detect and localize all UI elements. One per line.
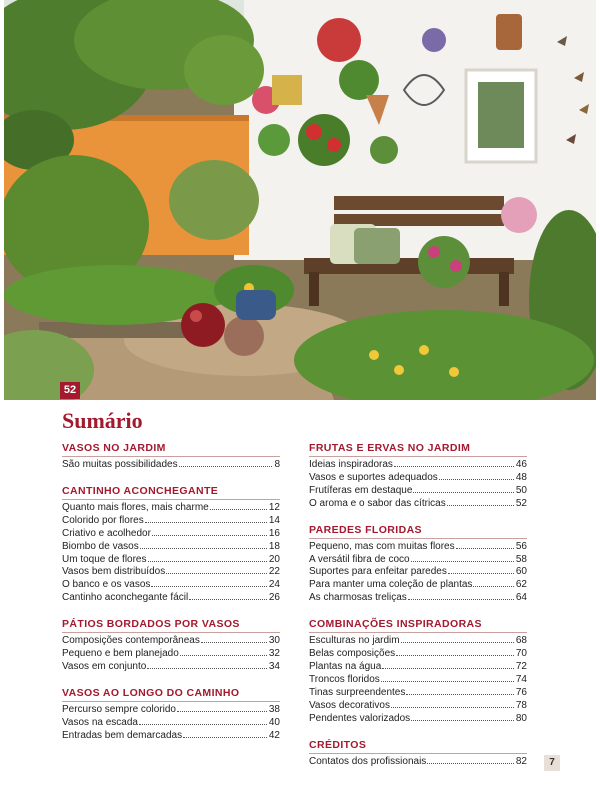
toc-section <box>309 442 527 511</box>
toc-entry-title: Criativo e acolhedor <box>62 527 151 539</box>
toc-entry-title: O banco e os vasos <box>62 579 151 591</box>
dot-leader <box>456 548 514 549</box>
toc-entry-title: Pendentes valorizados <box>309 712 411 724</box>
toc-entry-title: Esculturas no jardim <box>309 635 400 647</box>
section-heading: PAREDES FLORIDAS <box>309 524 527 539</box>
dot-leader <box>401 642 514 643</box>
dot-leader <box>394 466 514 467</box>
toc-entry[interactable] <box>309 485 527 498</box>
photo-page-badge: 52 <box>60 382 80 399</box>
toc-entry-title: Para manter uma coleção de plantas <box>309 579 473 591</box>
dot-leader <box>139 724 267 725</box>
toc-entry-page: 18 <box>268 540 280 552</box>
toc-entry[interactable] <box>62 592 280 605</box>
toc-entry-page: 64 <box>515 592 527 604</box>
toc-entry-title: Vasos decorativos <box>309 699 390 711</box>
toc-entry-page: 14 <box>268 514 280 526</box>
dot-leader <box>448 573 514 574</box>
garden-photo-illustration <box>4 0 596 400</box>
toc-entry[interactable] <box>309 674 527 687</box>
toc-entry-title: Pequeno e bem planejado <box>62 648 179 660</box>
toc-entry[interactable] <box>309 700 527 713</box>
toc-section <box>309 618 527 725</box>
dot-leader <box>151 586 266 587</box>
toc-entry-page: 58 <box>515 553 527 565</box>
toc-entry[interactable] <box>62 566 280 579</box>
dot-leader <box>145 522 267 523</box>
toc-entry-page: 30 <box>268 635 280 647</box>
toc-entry[interactable] <box>309 579 527 592</box>
dot-leader <box>427 763 514 764</box>
toc-entry-page: 62 <box>515 579 527 591</box>
toc-entry-title: Vasos bem distribuídos <box>62 566 166 578</box>
toc-entry-title: As charmosas treliças <box>309 592 407 604</box>
toc-entry[interactable] <box>309 756 527 769</box>
toc-entry-page: 56 <box>515 540 527 552</box>
toc-entry-page: 40 <box>268 716 280 728</box>
toc-entry[interactable] <box>309 498 527 511</box>
toc-entry-title: A versátil fibra de coco <box>309 553 410 565</box>
toc-entry[interactable] <box>309 554 527 567</box>
toc-entry-title: Frutíferas em destaque <box>309 484 413 496</box>
toc-entry[interactable] <box>309 635 527 648</box>
toc-section <box>62 485 280 605</box>
toc-entry[interactable] <box>62 528 280 541</box>
toc-entry-page: 48 <box>515 471 527 483</box>
toc-entry-page: 70 <box>515 648 527 660</box>
dot-leader <box>411 561 514 562</box>
dot-leader <box>140 548 267 549</box>
dot-leader <box>166 573 267 574</box>
dot-leader <box>189 599 267 600</box>
toc-entry-title: Vasos e suportes adequados <box>309 471 438 483</box>
toc-entry-title: Contatos dos profissionais <box>309 755 427 767</box>
section-heading: FRUTAS E ERVAS NO JARDIM <box>309 442 527 457</box>
section-heading: VASOS NO JARDIM <box>62 442 280 457</box>
toc-entry-page: 78 <box>515 699 527 711</box>
toc-entry-page: 34 <box>268 660 280 672</box>
toc-entry[interactable] <box>309 541 527 554</box>
toc-entry-title: Ideias inspiradoras <box>309 459 393 470</box>
dot-leader <box>177 711 267 712</box>
toc-entry[interactable] <box>62 717 280 730</box>
dot-leader <box>179 466 273 467</box>
toc-section <box>309 739 527 769</box>
toc-entry[interactable] <box>62 515 280 528</box>
toc-entry-title: Composições contemporâneas <box>62 635 200 647</box>
toc-entry-title: Vasos em conjunto <box>62 660 147 672</box>
toc-entry-page: 60 <box>515 566 527 578</box>
dot-leader <box>201 642 267 643</box>
toc-entry[interactable] <box>62 635 280 648</box>
section-heading: CANTINHO ACONCHEGANTE <box>62 485 280 500</box>
toc-entry-title: Percurso sempre colorido <box>62 703 176 715</box>
toc-entry-page: 50 <box>515 484 527 496</box>
dot-leader <box>148 561 267 562</box>
toc-entry[interactable] <box>62 502 280 515</box>
toc-section <box>62 442 280 472</box>
toc-entry[interactable] <box>62 459 280 472</box>
section-heading: CRÉDITOS <box>309 739 527 754</box>
toc-entry-title: Troncos floridos <box>309 673 380 685</box>
dot-leader <box>396 655 514 656</box>
toc-entry-page: 26 <box>268 592 280 604</box>
toc-left-column <box>62 442 280 756</box>
toc-right-column <box>309 442 527 781</box>
toc-entry-page: 22 <box>268 566 280 578</box>
toc-entry-title: Belas composições <box>309 648 396 660</box>
toc-entry-title: São muitas possibilidades <box>62 459 178 470</box>
dot-leader <box>382 668 514 669</box>
toc-entry-page: 32 <box>268 648 280 660</box>
toc-entry[interactable] <box>62 541 280 554</box>
dot-leader <box>147 668 267 669</box>
toc-section <box>309 524 527 606</box>
toc-entry-page: 12 <box>268 501 280 513</box>
section-heading: PÁTIOS BORDADOS POR VASOS <box>62 618 280 633</box>
toc-entry[interactable] <box>309 592 527 605</box>
section-heading: VASOS AO LONGO DO CAMINHO <box>62 687 280 702</box>
toc-entry[interactable] <box>62 554 280 567</box>
toc-entry-page: 82 <box>515 755 527 767</box>
toc-entry-page: 52 <box>515 497 527 509</box>
toc-section <box>62 687 280 743</box>
toc-entry-title: Colorido por flores <box>62 514 144 526</box>
toc-entry-title: Quanto mais flores, mais charme <box>62 501 209 513</box>
section-heading: COMBINAÇÕES INSPIRADORAS <box>309 618 527 633</box>
toc-entry[interactable] <box>309 472 527 485</box>
dot-leader <box>447 505 514 506</box>
toc-entry[interactable] <box>309 661 527 674</box>
toc-entry[interactable] <box>62 730 280 743</box>
toc-entry[interactable] <box>309 459 527 472</box>
dot-leader <box>406 694 514 695</box>
toc-entry-title: Cantinho aconchegante fácil <box>62 592 189 604</box>
dot-leader <box>180 655 267 656</box>
toc-entry-page: 80 <box>515 712 527 724</box>
dot-leader <box>408 599 514 600</box>
dot-leader <box>413 492 513 493</box>
toc-entry[interactable] <box>309 566 527 579</box>
toc-entry-title: Entradas bem demarcadas <box>62 729 183 741</box>
toc-entry-page: 16 <box>268 527 280 539</box>
dot-leader <box>473 586 513 587</box>
toc-title: Sumário <box>62 408 143 433</box>
toc-entry[interactable] <box>309 687 527 700</box>
toc-entry-page: 38 <box>268 703 280 715</box>
toc-entry-page: 20 <box>268 553 280 565</box>
toc-entry-title: Plantas na água <box>309 660 382 672</box>
toc-section <box>62 618 280 674</box>
toc-entry[interactable] <box>62 661 280 674</box>
toc-entry-title: Biombo de vasos <box>62 540 139 552</box>
dot-leader <box>391 707 514 708</box>
toc-entry[interactable] <box>309 713 527 726</box>
toc-entry-title: Suportes para enfeitar paredes <box>309 566 447 578</box>
toc-entry[interactable] <box>62 648 280 661</box>
dot-leader <box>439 479 514 480</box>
toc-entry-title: O aroma e o sabor das cítricas <box>309 497 446 509</box>
page-number: 7 <box>544 755 560 771</box>
toc-entry-page: 74 <box>515 673 527 685</box>
dot-leader <box>381 681 514 682</box>
toc-entry-title: Tinas surpreendentes <box>309 686 406 698</box>
toc-entry[interactable] <box>62 704 280 717</box>
toc-entry-title: Vasos na escada <box>62 716 138 728</box>
dot-leader <box>210 509 267 510</box>
dot-leader <box>411 720 514 721</box>
toc-entry-page: 42 <box>268 729 280 741</box>
dot-leader <box>152 535 267 536</box>
toc-entry-page: 46 <box>515 459 527 470</box>
toc-entry-title: Pequeno, mas com muitas flores <box>309 540 455 552</box>
toc-entry-page: 76 <box>515 686 527 698</box>
toc-entry-page: 68 <box>515 635 527 647</box>
toc-entry[interactable] <box>309 648 527 661</box>
toc-entry-page: 72 <box>515 660 527 672</box>
garden-photo <box>4 0 596 400</box>
toc-entry-title: Um toque de flores <box>62 553 147 565</box>
dot-leader <box>183 737 267 738</box>
toc-entry[interactable] <box>62 579 280 592</box>
toc-entry-page: 8 <box>274 459 280 470</box>
toc-entry-page: 24 <box>268 579 280 591</box>
